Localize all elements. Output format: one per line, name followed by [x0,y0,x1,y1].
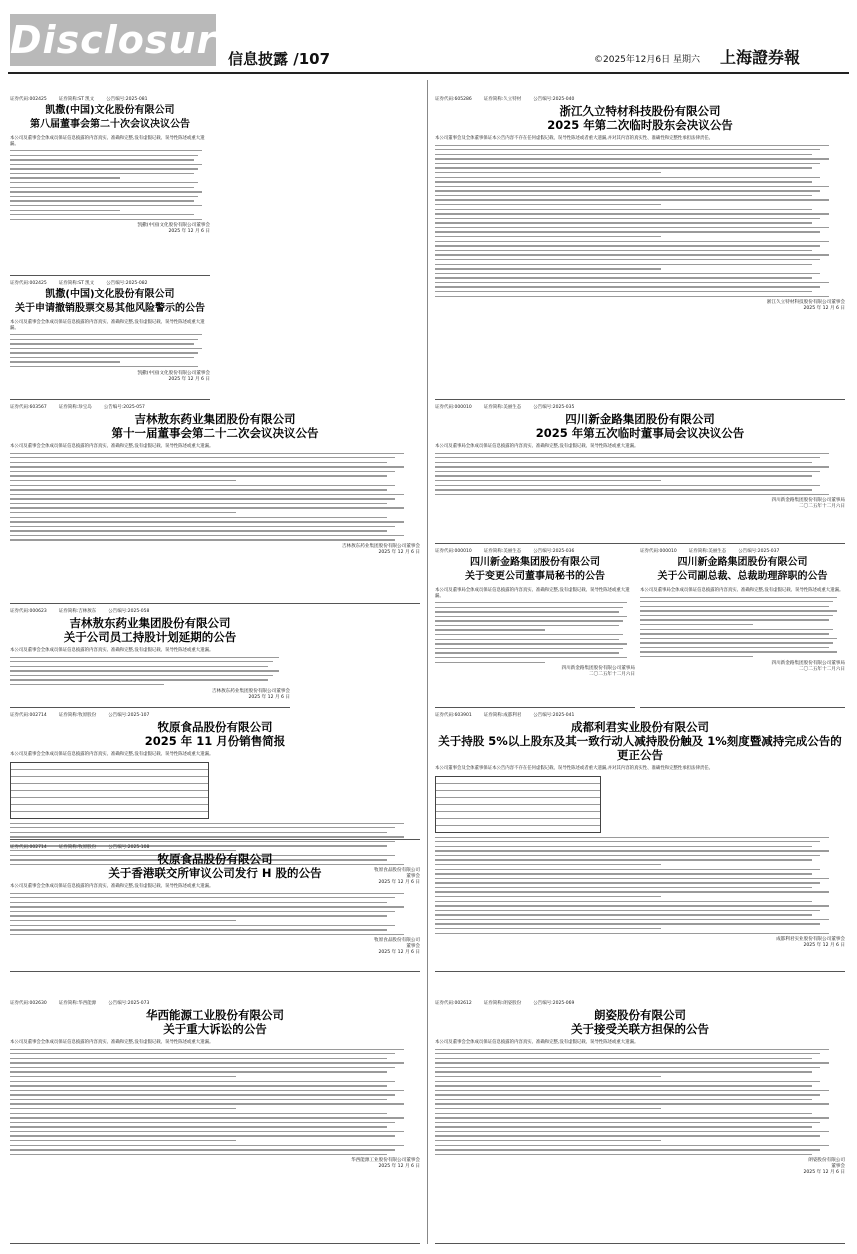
meta-field: 证券代码:603567 [10,405,47,410]
announcement-notice: 本公司及董事会全体成员保证信息披露的内容真实、准确和完整,没有虚假记载、误导性陈述或重大遗漏。 [10,648,214,653]
announcement-notice: 本公司及董事会全体成员保证信息披露的内容真实、准确和完整,没有虚假记载、误导性陈述或重大遗漏。 [10,444,214,449]
announcement-signature: 四川新金路集团股份有限公司董事局 二〇二五年十二月六日 [771,498,845,510]
masthead [0,0,857,80]
meta-field: 公告编号:2025-108 [108,845,150,850]
table-row [11,763,208,770]
announcement-notice: 本公司及董事会全体成员保证信息披露的内容真实、准确和完整,没有虚假记载、误导性陈述或重大遗漏。 [10,1040,214,1045]
announcement-signature: 朗姿股份有限公司 董事会 2025 年 12 月 6 日 [803,1158,845,1176]
column-divider [427,80,428,1244]
meta-field: 证券代码:002425 [10,281,47,286]
announcement-notice: 本公司及董事会全体成员保证信息披露的内容真实、准确和完整,没有虚假记载、误导性陈述或重大遗漏。 [10,752,214,757]
announcement-meta [435,712,845,718]
announcement-title: 四川新金路集团股份有限公司 关于公司副总裁、总裁助理辞职的公告 [657,557,828,582]
announcement-meta [10,96,210,102]
announcement-body [10,893,420,936]
announcement-body [435,453,845,496]
meta-field: 公告编号:2025-082 [106,281,148,286]
announcement-signature: 成都利君实业股份有限公司董事会 2025 年 12 月 6 日 [776,937,845,949]
announcement-huaxi [10,1000,420,1244]
meta-field: 公告编号:2025-040 [533,97,575,102]
table-row [11,812,208,818]
announcement-signature: 吉林敖东药业集团股份有限公司董事会 2025 年 12 月 6 日 [211,688,290,700]
announcement-body [435,1049,845,1156]
meta-field: 证券简称:美丽生态 [483,549,522,554]
newspaper-name: 上海證券報 [720,48,801,67]
disclosure-logo: Disclosure [10,14,216,66]
announcement-notice: 本公司董事会及全体董事保证本公告内容不存在任何虚假记载、误导性陈述或者重大遗漏,并对其内容的真实性、准确性和完整性承担法律责任。 [435,136,714,141]
data-table [435,776,601,833]
announcement-meta [10,1000,420,1006]
table-row [436,812,600,819]
meta-field: 证券代码:002714 [10,845,47,850]
table-row [11,798,208,805]
table-row [436,784,600,791]
meta-field: 证券代码:000623 [10,609,47,614]
meta-field: 证券简称:ST 凯文 [58,281,95,286]
announcement-signature: 四川新金路集团股份有限公司董事局 二〇二五年十二月六日 [561,666,635,678]
announcement-jilin-esop [10,608,290,708]
announcement-meta [435,548,635,554]
announcement-lijun [435,712,845,972]
meta-field: 证券代码:002425 [10,97,47,102]
announcement-body [435,602,635,663]
meta-field: 证券简称:久立特材 [483,97,522,102]
announcement-title: 凯撒(中国)文化股份有限公司 第八届董事会第二十次会议决议公告 [30,105,190,130]
meta-field: 公告编号:2025-058 [108,609,150,614]
table-row [436,805,600,812]
table-row [436,777,600,784]
meta-field: 证券代码:002630 [10,1001,47,1006]
announcement-notice: 本公司董事会及全体董事保证本公告内容不存在任何虚假记载、误导性陈述或者重大遗漏,并对其内容的真实性、准确性和完整性承担法律责任。 [435,766,714,771]
announcement-jinlu-board [435,404,845,544]
announcement-signature: 华西能源工业股份有限公司董事会 2025 年 12 月 6 日 [351,1158,420,1170]
meta-field: 证券简称:华西能源 [58,1001,97,1006]
announcement-title: 牧原食品股份有限公司 2025 年 11 月份销售简报 [144,720,286,748]
announcement-meta [10,404,420,410]
meta-field: 公告编号:2025-041 [533,713,575,718]
announcement-body [435,145,845,297]
announcement-title: 凯撒(中国)文化股份有限公司 关于申请撤销股票交易其他风险警示的公告 [15,289,205,314]
meta-field: 证券代码:605286 [435,97,472,102]
meta-field: 证券简称:ST 凯文 [58,97,95,102]
announcement-title: 四川新金路集团股份有限公司 2025 年第五次临时董事局会议决议公告 [535,412,745,440]
announcement-body [435,837,845,935]
announcement-kaisa-risk [10,280,210,400]
announcement-notice: 本公司及董事局全体成员保证信息披露的内容真实、准确和完整,没有虚假记载、误导性陈述或重大遗漏。 [435,444,639,449]
announcement-jiuli [435,96,845,400]
announcement-meta [435,404,845,410]
meta-field: 公告编号:2025-035 [533,405,575,410]
meta-field: 公告编号:2025-081 [106,97,148,102]
meta-field: 证券简称:朗姿股份 [483,1001,522,1006]
meta-field: 证券代码:002714 [10,713,47,718]
meta-field: 证券代码:603901 [435,713,472,718]
meta-field: 证券简称:吉林敖东 [58,609,97,614]
meta-field: 证券简称:美丽生态 [483,405,522,410]
announcement-signature: 牧原食品股份有限公司 董事会 2025 年 12 月 6 日 [374,938,420,956]
announcement-signature: 凯撒(中国)文化股份有限公司董事会 2025 年 12 月 6 日 [137,370,210,382]
announcement-body [640,597,845,658]
announcement-notice: 本公司及董事局全体成员保证信息披露的内容真实、准确和完整,没有虚假记载、误导性陈述或重大遗漏。 [435,588,630,599]
announcement-meta [10,844,420,850]
announcement-notice: 本公司及董事会全体成员保证信息披露的内容真实、准确和完整,没有虚假记载、误导性陈述或重大遗漏。 [10,136,205,147]
announcement-jinlu-resign [640,548,845,708]
table-row [436,819,600,826]
meta-field: 证券简称:珍宝岛 [58,405,92,410]
meta-field: 证券简称:美丽生态 [688,549,727,554]
announcement-title: 吉林敖东药业集团股份有限公司 关于公司员工持股计划延期的公告 [63,616,237,644]
announcement-body [10,657,290,686]
issue-date: ©2025年12月6日 星期六 [594,55,700,65]
table-row [436,798,600,805]
section-title: 信息披露 /107 [228,50,331,68]
meta-field: 证券代码:000010 [640,549,677,554]
table-row [436,791,600,798]
announcement-title: 四川新金路集团股份有限公司 关于变更公司董事局秘书的公告 [465,557,605,582]
table-row [11,791,208,798]
announcement-title: 成都利君实业股份有限公司 关于持股 5%以上股东及其一致行动人减持股份触及 1%刻度暨减持完成公告的更正公告 [438,720,842,762]
announcement-title: 吉林敖东药业集团股份有限公司 第十一届董事会第二十二次会议决议公告 [111,412,319,440]
meta-field: 公告编号:2025-107 [108,713,150,718]
announcement-meta [10,712,420,718]
meta-field: 公告编号:2025-073 [108,1001,150,1006]
announcement-body [10,453,420,541]
announcement-body [10,150,210,220]
announcement-meta [640,548,845,554]
announcement-signature: 凯撒(中国)文化股份有限公司董事会 2025 年 12 月 6 日 [137,223,210,235]
announcement-meta [10,280,210,286]
announcement-body [10,1049,420,1156]
announcement-notice: 本公司及董事会全体成员保证信息披露的内容真实、准确和完整,没有虚假记载、误导性陈述或重大遗漏。 [10,320,205,331]
masthead-rule [8,72,849,74]
announcement-notice: 本公司及董事局全体成员保证信息披露的内容真实、准确和完整,没有虚假记载、误导性陈述或重大遗漏。 [640,588,844,593]
announcement-notice: 本公司及董事会全体成员保证信息披露的内容真实、准确和完整,没有虚假记载、误导性陈述或重大遗漏。 [10,884,214,889]
announcement-body [10,334,210,367]
meta-field: 证券简称:牧原股份 [58,845,97,850]
announcement-title: 朗姿股份有限公司 关于接受关联方担保的公告 [571,1008,709,1036]
announcement-jilin-board [10,404,420,604]
meta-field: 公告编号:2025-037 [738,549,780,554]
meta-field: 证券代码:002612 [435,1001,472,1006]
table-row [11,777,208,784]
announcement-signature: 牧原食品股份有限公司 董事会 2025 年 12 月 6 日 [374,868,420,886]
announcement-signature: 四川新金路集团股份有限公司董事局 二〇二五年十二月六日 [771,660,845,672]
announcement-signature: 浙江久立特材科技股份有限公司董事会 2025 年 12 月 6 日 [766,300,845,312]
announcement-kaisa-board [10,96,210,276]
meta-field: 证券简称:成都利君 [483,713,522,718]
table-row [11,805,208,812]
announcement-meta [435,1000,845,1006]
meta-field: 证券代码:000010 [435,405,472,410]
announcement-muyuan-hshare [10,844,420,972]
table-row [11,784,208,791]
announcement-meta [435,96,845,102]
meta-field: 公告编号:2025-036 [533,549,575,554]
meta-field: 证券简称:牧原股份 [58,713,97,718]
meta-field: 公告编号:2025-057 [103,405,145,410]
announcement-signature: 吉林敖东药业集团股份有限公司董事会 2025 年 12 月 6 日 [341,544,420,556]
meta-field: 证券代码:000010 [435,549,472,554]
data-table [10,762,209,819]
table-row [11,770,208,777]
meta-field: 公告编号:2025-069 [533,1001,575,1006]
announcement-notice: 本公司及董事会全体成员保证信息披露的内容真实、准确和完整,没有虚假记载、误导性陈述或重大遗漏。 [435,1040,639,1045]
table-row [436,826,600,832]
announcement-title: 牧原食品股份有限公司 关于香港联交所审议公司发行 H 股的公告 [108,852,322,880]
announcement-title: 华西能源工业股份有限公司 关于重大诉讼的公告 [146,1008,284,1036]
announcement-meta [10,608,290,614]
announcement-title: 浙江久立特材科技股份有限公司 2025 年第二次临时股东会决议公告 [547,104,733,132]
announcement-langzi [435,1000,845,1244]
announcement-jinlu-secretary [435,548,635,708]
